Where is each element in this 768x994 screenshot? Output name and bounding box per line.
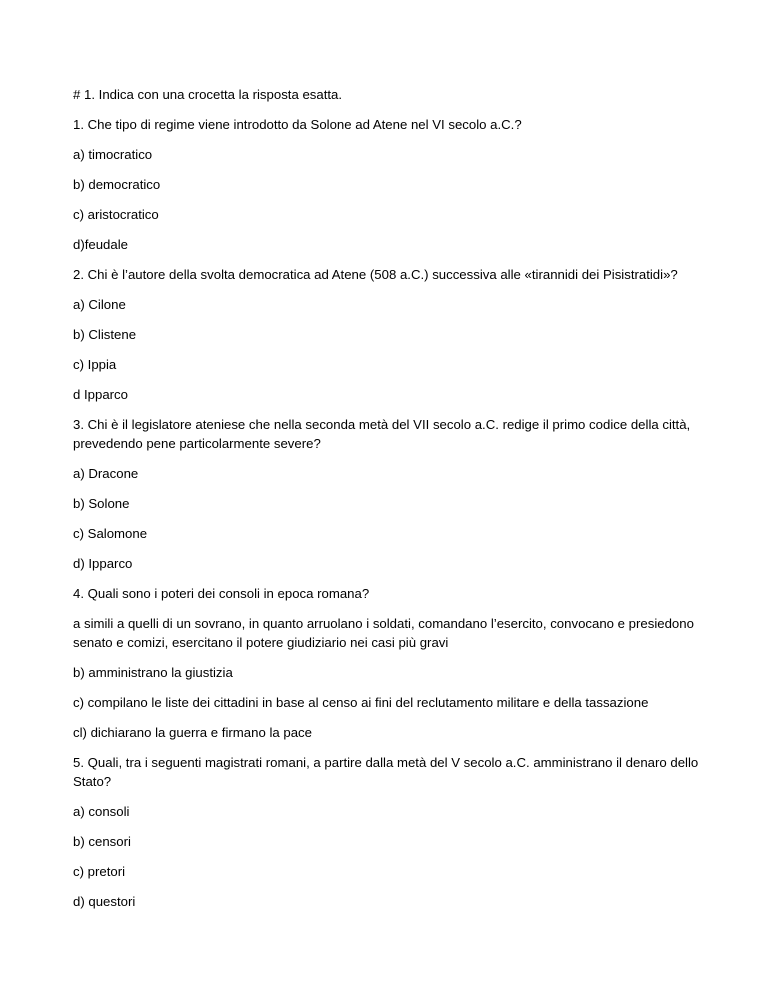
question-5-text: 5. Quali, tra i seguenti magistrati romani, a partire dalla metà del V secolo a.C. amministrano il denaro dello Stato? — [73, 755, 699, 789]
question-3-option-c: c) Salomone — [73, 526, 148, 541]
question-3-option-b: b) Solone — [73, 496, 130, 511]
question-1-option-b: b) democratico — [73, 177, 161, 192]
question-2-option-d: d Ipparco — [73, 387, 128, 402]
question-1-option-d: d)feudale — [73, 237, 128, 252]
question-2-text: 2. Chi è l’autore della svolta democratica ad Atene (508 a.C.) successiva alle «tirannidi dei Pisistratidi»? — [73, 267, 678, 282]
question-2-option-a: a) Cilone — [73, 297, 126, 312]
question-4-option-c: c) compilano le liste dei cittadini in base al censo ai fini del reclutamento militare e della tassazione — [73, 695, 649, 710]
question-2-option-b: b) Clistene — [73, 327, 137, 342]
question-3-option-a: a) Dracone — [73, 466, 139, 481]
question-3-text: 3. Chi è il legislatore ateniese che nella seconda metà del VII secolo a.C. redige il primo codice della città, prevedendo pene particolarmente severe? — [73, 417, 691, 451]
question-4-option-b: b) amministrano la giustizia — [73, 665, 233, 680]
question-5-option-b: b) censori — [73, 834, 131, 849]
question-4-option-a: a simili a quelli di un sovrano, in quanto arruolano i soldati, comandano l’esercito, convocano e presiedono senato e comizi, esercitano il potere giudiziario nei casi più gravi — [73, 616, 694, 650]
question-2-option-c: c) Ippia — [73, 357, 117, 372]
question-1-option-c: c) aristocratico — [73, 207, 159, 222]
document-page — [73, 86, 713, 923]
question-4-text: 4. Quali sono i poteri dei consoli in epoca romana? — [73, 586, 370, 601]
question-1-option-a: a) timocratico — [73, 147, 153, 162]
question-5-option-c: c) pretori — [73, 864, 126, 879]
question-5-option-d: d) questori — [73, 894, 136, 909]
question-5-option-a: a) consoli — [73, 804, 130, 819]
question-4-option-d: cl) dichiarano la guerra e firmano la pace — [73, 725, 312, 740]
question-3-option-d: d) Ipparco — [73, 556, 133, 571]
question-1-text: 1. Che tipo di regime viene introdotto da Solone ad Atene nel VI secolo a.C.? — [73, 117, 522, 132]
exercise-heading: # 1. Indica con una crocetta la risposta esatta. — [73, 87, 343, 102]
